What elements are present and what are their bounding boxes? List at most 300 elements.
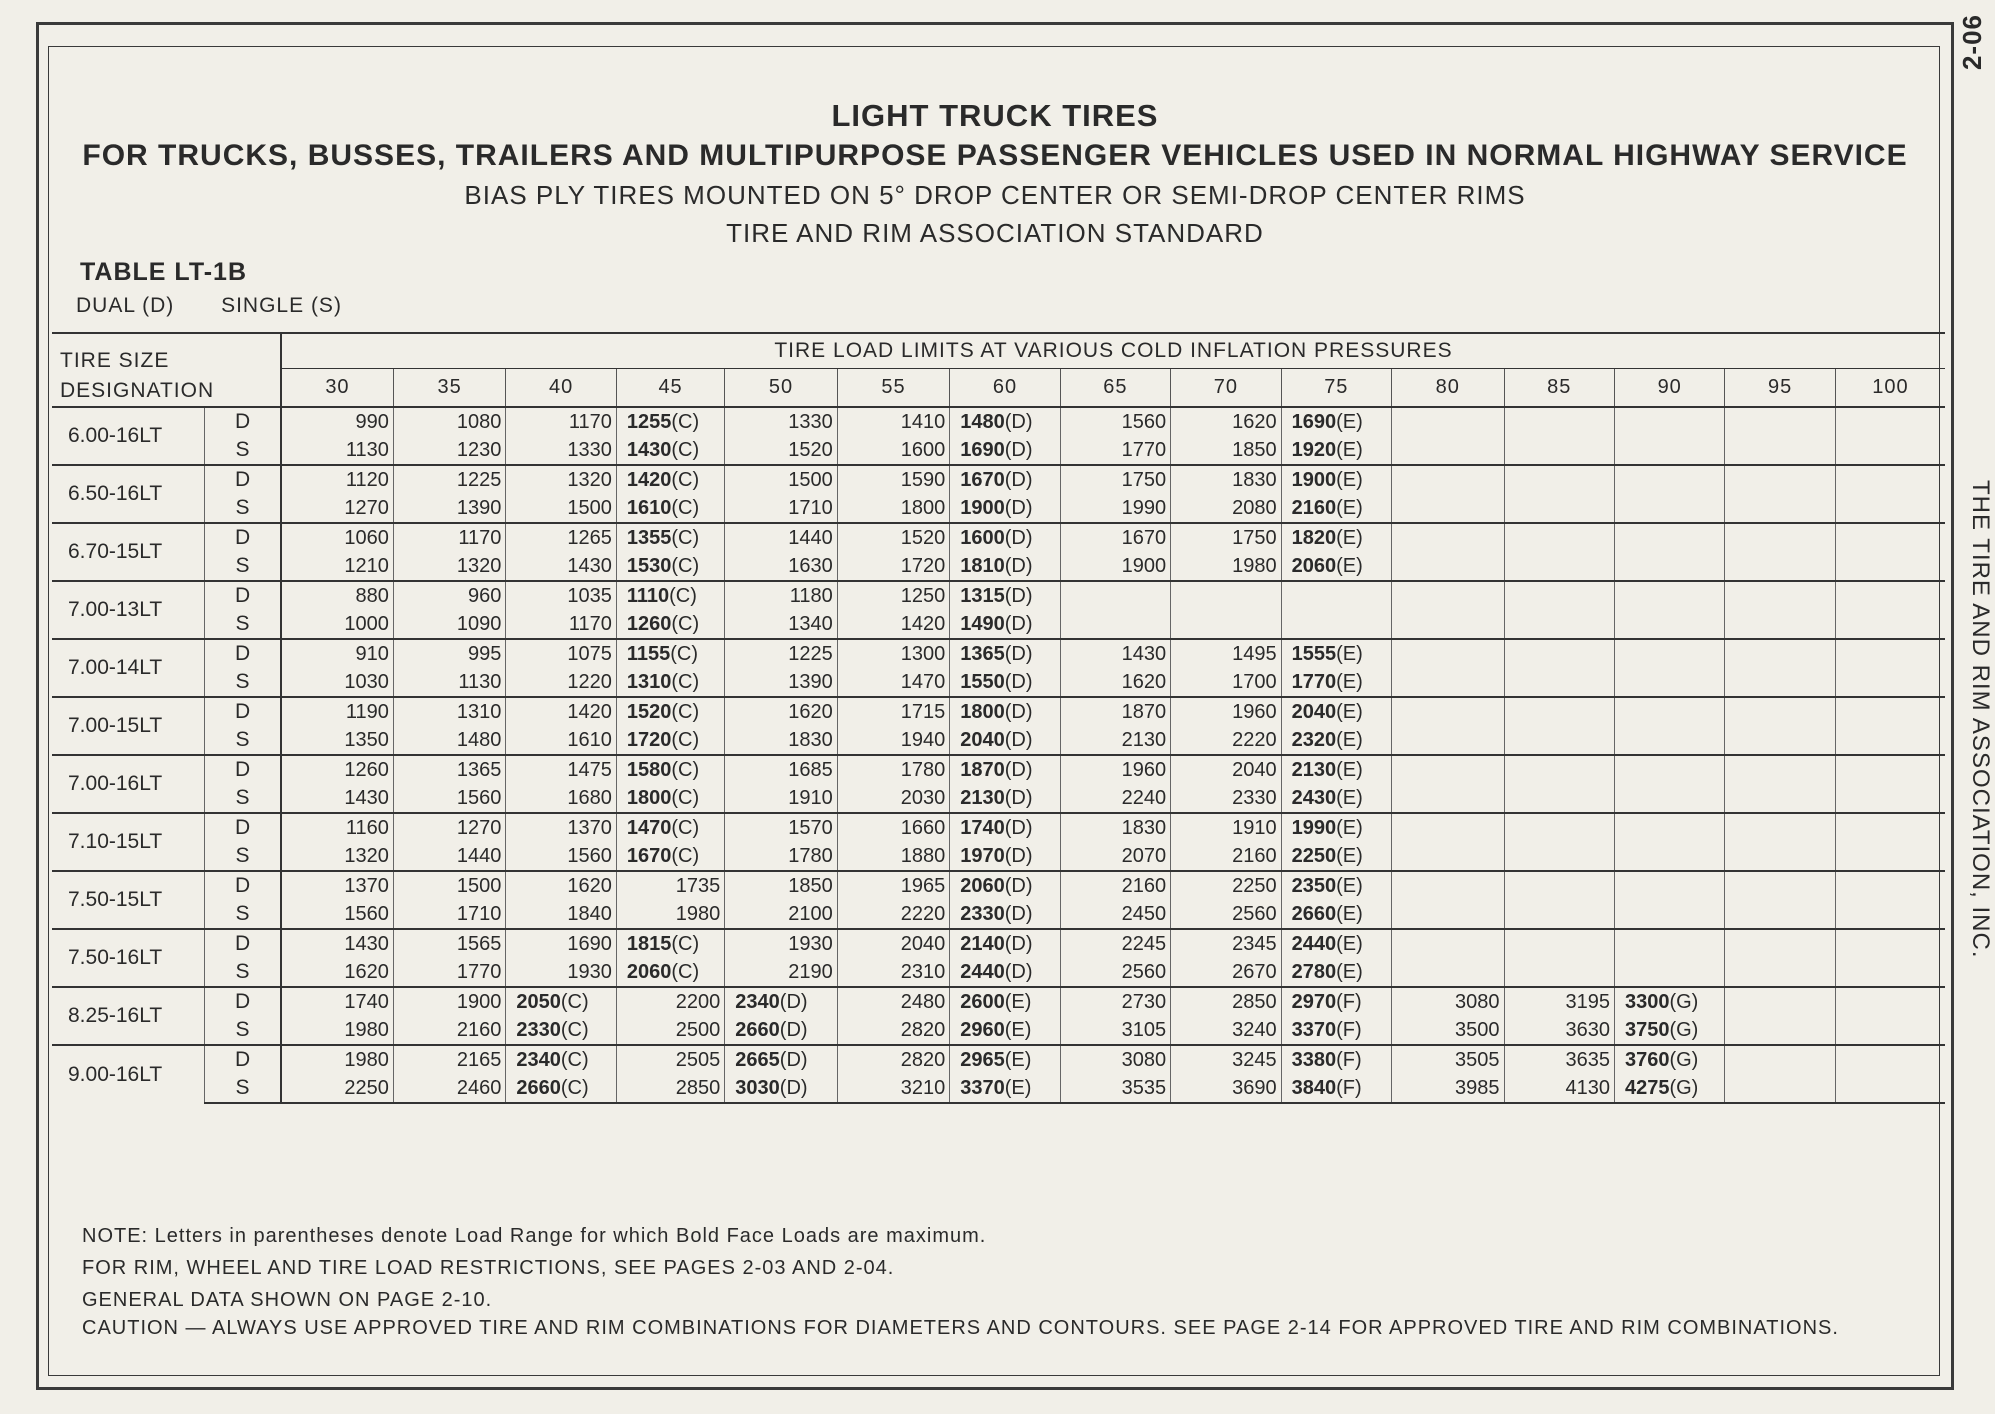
load-cell: 1980	[281, 1016, 393, 1045]
load-cell	[1835, 987, 1945, 1016]
load-cell: 1830	[1171, 465, 1281, 494]
bold-load-value: 3750	[1624, 1018, 1670, 1041]
load-cell: 1960	[1171, 697, 1281, 726]
load-range-letter: (D)	[1004, 700, 1033, 723]
bold-load-value: 1610	[626, 496, 672, 519]
load-cell	[1392, 842, 1504, 871]
table-row	[52, 1045, 1945, 1074]
load-range-letter: (F)	[1336, 1048, 1362, 1071]
load-cell	[1614, 929, 1724, 958]
load-cell: 1590	[837, 465, 949, 494]
load-cell	[1392, 958, 1504, 987]
tire-size-cell: 7.00-16LT	[52, 755, 205, 813]
load-cell	[1281, 842, 1391, 871]
load-cell	[950, 1074, 1060, 1103]
bold-load-value: 2130	[960, 786, 1005, 809]
load-range-letter: (C)	[671, 960, 700, 983]
load-cell	[950, 958, 1060, 987]
load-cell: 1320	[281, 842, 393, 871]
load-cell	[1725, 581, 1835, 610]
load-cell	[1725, 987, 1835, 1016]
bold-load-value: 1900	[1291, 468, 1337, 491]
load-cell	[1614, 639, 1724, 668]
load-cell	[950, 610, 1060, 639]
load-cell	[1281, 784, 1391, 813]
load-cell	[506, 1074, 616, 1103]
bold-load-value: 1920	[1291, 438, 1337, 461]
load-cell	[1504, 813, 1614, 842]
load-cell: 1430	[1060, 639, 1170, 668]
load-cell	[1725, 639, 1835, 668]
load-cell: 3080	[1392, 987, 1504, 1016]
load-cell	[1392, 407, 1504, 436]
load-cell	[1504, 465, 1614, 494]
load-cell: 1840	[506, 900, 616, 929]
load-cell	[1835, 697, 1945, 726]
load-cell: 3635	[1504, 1045, 1614, 1074]
load-cell: 1090	[393, 610, 505, 639]
load-cell	[950, 929, 1060, 958]
load-cell: 1120	[281, 465, 393, 494]
table-row	[52, 900, 1945, 929]
load-cell: 1075	[506, 639, 616, 668]
load-cell	[1504, 958, 1614, 987]
load-cell	[1725, 523, 1835, 552]
pressure-col-header: 45	[616, 368, 724, 407]
load-cell: 1630	[725, 552, 837, 581]
load-cell	[950, 668, 1060, 697]
load-range-letter: (C)	[671, 612, 700, 635]
bold-load-value: 4275	[1624, 1076, 1670, 1099]
load-cell	[1281, 1045, 1391, 1074]
load-cell	[950, 581, 1060, 610]
load-cell	[1614, 900, 1724, 929]
load-range-letter: (G)	[1669, 1076, 1699, 1099]
load-range-letter: (E)	[1336, 670, 1363, 693]
load-range-letter: (D)	[1004, 874, 1033, 897]
pressure-col-header: 50	[725, 368, 837, 407]
bold-load-value: 2320	[1291, 728, 1337, 751]
load-range-letter: (E)	[1336, 438, 1363, 461]
load-cell	[1504, 784, 1614, 813]
mount-type-cell: D	[205, 871, 281, 900]
load-cell: 1720	[837, 552, 949, 581]
load-cell: 1930	[725, 929, 837, 958]
load-cell: 2505	[616, 1045, 724, 1074]
load-cell	[616, 407, 724, 436]
load-cell: 1830	[1060, 813, 1170, 842]
bold-load-value: 3840	[1291, 1076, 1337, 1099]
mount-type-cell: S	[205, 494, 281, 523]
load-cell: 1685	[725, 755, 837, 784]
load-cell	[1725, 1016, 1835, 1045]
load-cell	[1614, 436, 1724, 465]
bold-load-value: 2140	[960, 932, 1005, 955]
load-range-letter: (C)	[560, 1018, 589, 1041]
load-range-letter: (D)	[779, 1076, 808, 1099]
load-cell	[1392, 436, 1504, 465]
load-cell	[616, 639, 724, 668]
bold-load-value: 1480	[960, 410, 1005, 433]
load-cell	[616, 813, 724, 842]
bold-load-value: 1430	[626, 438, 672, 461]
size-header-line1: TIRE SIZE	[60, 349, 170, 372]
load-cell	[1725, 871, 1835, 900]
load-range-letter: (C)	[671, 758, 700, 781]
load-cell: 2250	[281, 1074, 393, 1103]
load-cell	[950, 726, 1060, 755]
bold-load-value: 2330	[516, 1018, 561, 1041]
load-cell	[616, 929, 724, 958]
load-cell: 3105	[1060, 1016, 1170, 1045]
load-range-letter: (E)	[1336, 960, 1363, 983]
load-cell	[1504, 639, 1614, 668]
load-cell	[1614, 842, 1724, 871]
tire-size-cell: 6.00-16LT	[52, 407, 205, 465]
bold-load-value: 3380	[1291, 1048, 1337, 1071]
load-cell: 1715	[837, 697, 949, 726]
load-cell	[1504, 755, 1614, 784]
load-range-letter: (C)	[671, 554, 700, 577]
dual-single-legend	[76, 294, 342, 318]
bold-load-value: 1670	[626, 844, 672, 867]
load-cell: 1690	[506, 929, 616, 958]
load-cell: 1250	[837, 581, 949, 610]
load-cell	[1725, 958, 1835, 987]
load-cell	[1504, 929, 1614, 958]
load-cell: 1735	[616, 871, 724, 900]
load-range-letter: (E)	[1336, 410, 1363, 433]
bold-load-value: 3760	[1624, 1048, 1670, 1071]
load-cell: 2310	[837, 958, 949, 987]
load-range-letter: (D)	[1004, 816, 1033, 839]
load-cell: 880	[281, 581, 393, 610]
load-cell: 1390	[725, 668, 837, 697]
load-cell: 1190	[281, 697, 393, 726]
load-cell: 1080	[393, 407, 505, 436]
load-cell	[1614, 1074, 1724, 1103]
load-range-letter: (C)	[560, 1076, 589, 1099]
bold-load-value: 1255	[626, 410, 672, 433]
load-cell	[1504, 871, 1614, 900]
load-cell: 1160	[281, 813, 393, 842]
bold-load-value: 1800	[960, 700, 1005, 723]
load-cell: 1770	[1060, 436, 1170, 465]
load-cell: 2500	[616, 1016, 724, 1045]
bold-load-value: 1550	[960, 670, 1005, 693]
bold-load-value: 1110	[626, 584, 670, 607]
tire-size-cell: 7.00-13LT	[52, 581, 205, 639]
mount-type-cell: D	[205, 407, 281, 436]
load-cell	[1835, 436, 1945, 465]
side-publisher-text: THE TIRE AND RIM ASSOCIATION, INC.	[1967, 480, 1994, 959]
load-cell: 1390	[393, 494, 505, 523]
bold-load-value: 2160	[1291, 496, 1337, 519]
load-cell: 1230	[393, 436, 505, 465]
load-cell: 1130	[393, 668, 505, 697]
load-cell	[616, 610, 724, 639]
table-row	[52, 958, 1945, 987]
bold-load-value: 1900	[960, 496, 1005, 519]
load-cell	[1504, 523, 1614, 552]
load-cell: 1430	[281, 929, 393, 958]
size-header-line2: DESIGNATION	[60, 379, 215, 402]
load-cell	[1614, 1016, 1724, 1045]
load-cell: 1270	[393, 813, 505, 842]
load-cell	[1835, 900, 1945, 929]
load-cell: 1710	[725, 494, 837, 523]
load-cell: 1780	[725, 842, 837, 871]
load-cell	[616, 784, 724, 813]
load-range-letter: (C)	[671, 526, 700, 549]
load-range-letter: (E)	[1336, 496, 1363, 519]
pressure-col-header: 60	[950, 368, 1060, 407]
load-cell	[1725, 813, 1835, 842]
pressure-col-header: 70	[1171, 368, 1281, 407]
load-range-letter: (C)	[560, 1048, 589, 1071]
load-cell	[1392, 697, 1504, 726]
load-cell	[1725, 494, 1835, 523]
load-cell: 2450	[1060, 900, 1170, 929]
load-cell: 1565	[393, 929, 505, 958]
table-row	[52, 813, 1945, 842]
load-cell	[950, 784, 1060, 813]
bold-load-value: 3030	[735, 1076, 780, 1099]
load-cell: 2165	[393, 1045, 505, 1074]
table-row	[52, 871, 1945, 900]
bold-load-value: 2440	[1291, 932, 1337, 955]
load-range-letter: (E)	[1004, 990, 1032, 1013]
load-cell	[1281, 639, 1391, 668]
mount-type-cell: S	[205, 436, 281, 465]
load-cell: 2220	[837, 900, 949, 929]
load-cell: 4130	[1504, 1074, 1614, 1103]
table-row	[52, 610, 1945, 639]
load-cell	[950, 436, 1060, 465]
bold-load-value: 2340	[516, 1048, 561, 1071]
load-cell: 1440	[393, 842, 505, 871]
note-line: NOTE: Letters in parentheses denote Load Range for which Bold Face Loads are maximum.	[82, 1225, 987, 1247]
tire-size-cell: 7.00-14LT	[52, 639, 205, 697]
load-range-letter: (D)	[1004, 496, 1033, 519]
load-cell	[616, 668, 724, 697]
load-cell	[950, 697, 1060, 726]
load-cell: 1910	[1171, 813, 1281, 842]
pressure-col-header: 90	[1614, 368, 1724, 407]
mount-type-cell: D	[205, 581, 281, 610]
load-cell: 2220	[1171, 726, 1281, 755]
load-cell: 1740	[281, 987, 393, 1016]
load-range-letter: (E)	[1336, 468, 1363, 491]
general-data-note: GENERAL DATA SHOWN ON PAGE 2-10.	[82, 1289, 493, 1311]
load-range-letter: (C)	[671, 932, 700, 955]
bold-load-value: 2970	[1291, 990, 1337, 1013]
bold-load-value: 1600	[960, 526, 1005, 549]
table-row	[52, 726, 1945, 755]
load-cell: 1265	[506, 523, 616, 552]
bold-load-value: 1420	[626, 468, 672, 491]
mount-type-cell: S	[205, 958, 281, 987]
load-cell	[1392, 755, 1504, 784]
load-cell	[1281, 523, 1391, 552]
pressure-col-header: 75	[1281, 368, 1391, 407]
load-cell: 1870	[1060, 697, 1170, 726]
load-cell	[1725, 465, 1835, 494]
load-cell: 1170	[393, 523, 505, 552]
mount-type-cell: S	[205, 726, 281, 755]
bold-load-value: 1690	[960, 438, 1005, 461]
load-cell	[616, 958, 724, 987]
table-row	[52, 581, 1945, 610]
load-cell: 2070	[1060, 842, 1170, 871]
load-cell	[1281, 755, 1391, 784]
bold-load-value: 1520	[626, 700, 672, 723]
page-number: 2-06	[1957, 14, 1987, 71]
load-cell	[1281, 726, 1391, 755]
load-range-letter: (D)	[779, 1018, 808, 1041]
load-cell: 3630	[1504, 1016, 1614, 1045]
load-cell	[1835, 494, 1945, 523]
load-range-letter: (D)	[779, 1048, 808, 1071]
load-cell: 3245	[1171, 1045, 1281, 1074]
load-range-letter: (C)	[669, 584, 697, 607]
table-row	[52, 929, 1945, 958]
title-block	[60, 96, 1930, 252]
page-title: LIGHT TRUCK TIRES	[831, 98, 1159, 133]
load-cell	[950, 523, 1060, 552]
load-cell: 1750	[1171, 523, 1281, 552]
load-range-letter: (E)	[1004, 1076, 1032, 1099]
load-cell	[1171, 581, 1281, 610]
bold-load-value: 2440	[960, 960, 1005, 983]
load-range-letter: (C)	[671, 700, 700, 723]
load-cell: 1495	[1171, 639, 1281, 668]
load-cell: 2730	[1060, 987, 1170, 1016]
load-range-letter: (E)	[1004, 1048, 1032, 1071]
bold-load-value: 1490	[960, 612, 1005, 635]
load-cell	[616, 697, 724, 726]
size-header	[52, 333, 281, 407]
table-row	[52, 668, 1945, 697]
load-range-letter: (D)	[1004, 584, 1033, 607]
load-cell	[1392, 871, 1504, 900]
load-cell: 1940	[837, 726, 949, 755]
load-cell: 1320	[506, 465, 616, 494]
bold-load-value: 1690	[1291, 410, 1337, 433]
load-cell: 1620	[725, 697, 837, 726]
bold-load-value: 1355	[626, 526, 672, 549]
load-cell	[1392, 494, 1504, 523]
load-cell: 2040	[837, 929, 949, 958]
table-row	[52, 494, 1945, 523]
load-cell: 1270	[281, 494, 393, 523]
load-range-letter: (D)	[1004, 642, 1033, 665]
load-range-letter: (F)	[1336, 1076, 1362, 1099]
bold-load-value: 1670	[960, 468, 1005, 491]
load-cell: 1060	[281, 523, 393, 552]
load-cell: 2820	[837, 1045, 949, 1074]
load-cell	[1835, 668, 1945, 697]
load-cell: 3535	[1060, 1074, 1170, 1103]
bold-load-value: 2250	[1291, 844, 1337, 867]
load-cell: 2670	[1171, 958, 1281, 987]
load-cell: 2100	[725, 900, 837, 929]
load-cell	[1614, 813, 1724, 842]
load-range-letter: (D)	[1004, 670, 1033, 693]
load-cell	[1504, 900, 1614, 929]
load-cell	[1281, 581, 1391, 610]
load-cell	[616, 842, 724, 871]
mount-type-cell: D	[205, 813, 281, 842]
load-cell	[1392, 813, 1504, 842]
load-cell: 1990	[1060, 494, 1170, 523]
load-cell	[950, 465, 1060, 494]
load-cell: 1560	[506, 842, 616, 871]
load-cell: 1170	[506, 407, 616, 436]
load-cell: 1170	[506, 610, 616, 639]
mount-type-cell: S	[205, 1074, 281, 1103]
bold-load-value: 2350	[1291, 874, 1337, 897]
pressure-col-header: 100	[1835, 368, 1945, 407]
load-cell: 1750	[1060, 465, 1170, 494]
load-cell	[1614, 494, 1724, 523]
load-range-letter: (D)	[1004, 526, 1033, 549]
load-cell: 1980	[616, 900, 724, 929]
load-cell	[1725, 784, 1835, 813]
load-cell: 3985	[1392, 1074, 1504, 1103]
load-cell	[950, 842, 1060, 871]
bold-load-value: 2780	[1291, 960, 1337, 983]
table-row	[52, 1016, 1945, 1045]
load-range-letter: (F)	[1336, 1018, 1362, 1041]
load-range-letter: (C)	[671, 496, 700, 519]
bold-load-value: 1530	[626, 554, 672, 577]
load-cell	[1504, 436, 1614, 465]
load-range-letter: (E)	[1336, 554, 1363, 577]
load-range-letter: (D)	[1004, 554, 1033, 577]
bold-load-value: 1870	[960, 758, 1005, 781]
load-range-letter: (D)	[1004, 612, 1033, 635]
load-cell	[1835, 842, 1945, 871]
pressure-col-header: 65	[1060, 368, 1170, 407]
load-cell: 3500	[1392, 1016, 1504, 1045]
load-cell	[1504, 407, 1614, 436]
pressure-col-header: 85	[1504, 368, 1614, 407]
load-cell: 2160	[393, 1016, 505, 1045]
load-cell: 1300	[837, 639, 949, 668]
load-cell	[950, 407, 1060, 436]
bold-load-value: 2660	[735, 1018, 780, 1041]
load-cell: 1560	[281, 900, 393, 929]
load-cell	[616, 726, 724, 755]
tire-size-cell: 7.50-16LT	[52, 929, 205, 987]
bold-load-value: 1800	[626, 786, 672, 809]
load-limits-table	[52, 332, 1945, 1104]
load-cell: 1930	[506, 958, 616, 987]
bold-load-value: 1815	[626, 932, 672, 955]
load-cell	[616, 436, 724, 465]
load-cell	[1725, 697, 1835, 726]
load-cell: 2030	[837, 784, 949, 813]
load-cell	[1725, 668, 1835, 697]
load-cell: 1620	[1171, 407, 1281, 436]
load-cell	[1281, 407, 1391, 436]
load-range-letter: (C)	[671, 438, 700, 461]
pressure-col-header: 30	[281, 368, 393, 407]
load-cell	[1725, 436, 1835, 465]
load-cell	[1614, 552, 1724, 581]
load-cell	[1614, 1045, 1724, 1074]
